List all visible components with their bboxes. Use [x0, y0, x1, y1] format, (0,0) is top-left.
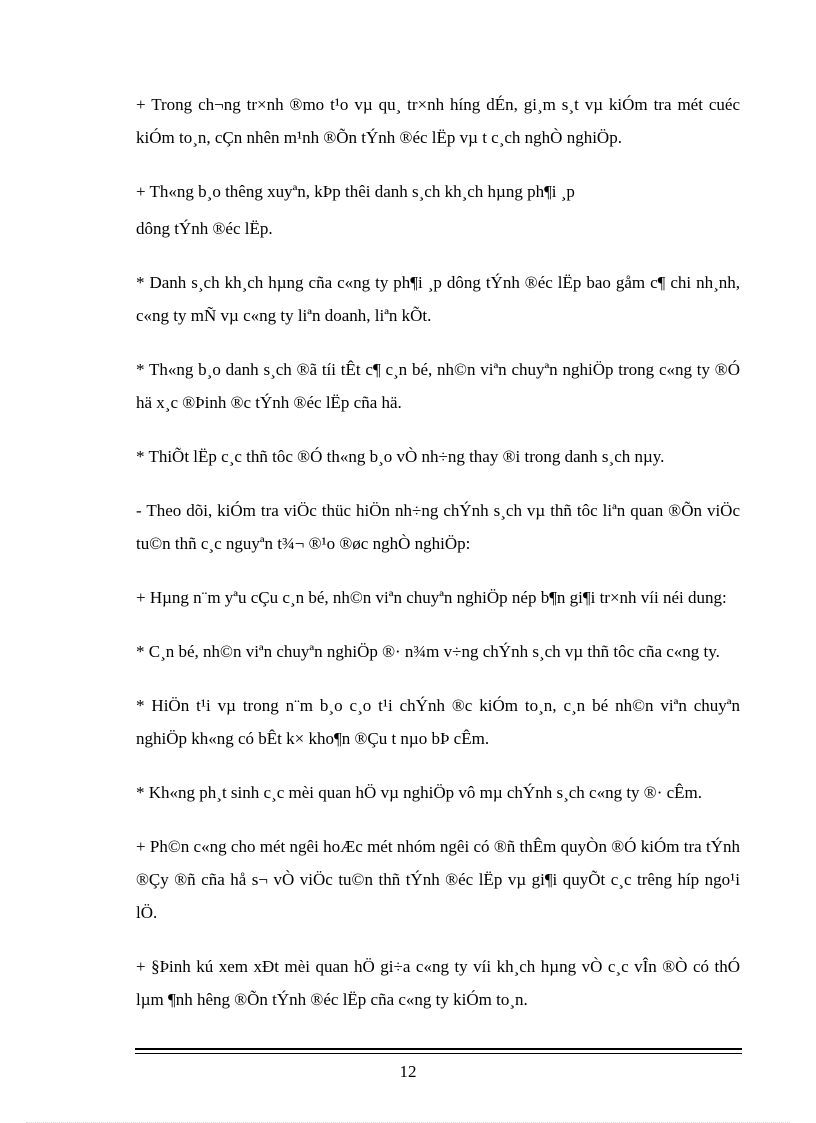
- paragraph: * ThiÕt lËp c¸c thñ tôc ®Ó th«ng b¸o vÒ nh÷ng thay ®i trong danh s¸ch nµy.: [136, 447, 665, 466]
- paragraph: + §Þinh kú xem xÐt mèi quan hÖ gi÷a c«ng ty víi kh¸ch hµng vÒ c¸c vÎn ®Ò có thÓ lµm ¶nh hêng ®Õn tÝnh ®éc lËp cña c«ng ty kiÓm to¸n.: [136, 957, 740, 1009]
- paragraph: * C¸n bé, nh©n viªn chuyªn nghiÖp ®· n¾m v÷ng chÝnh s¸ch vµ thñ tôc cña c«ng ty.: [136, 642, 720, 661]
- footer-rule-bottom: [135, 1053, 742, 1054]
- paragraph: * Danh s¸ch kh¸ch hµng cña c«ng ty ph¶i ¸p dông tÝnh ®éc lËp bao gåm c¶ chi nh¸nh, c«ng ty mÑ vµ c«ng ty liªn doanh, liªn kÕt.: [136, 273, 740, 325]
- paragraph: * Kh«ng ph¸t sinh c¸c mèi quan hÖ vµ nghiÖp vô mµ chÝnh s¸ch c«ng ty ®· cÊm.: [136, 783, 703, 802]
- page-body: [136, 88, 740, 1037]
- footer-rule-top: [135, 1048, 742, 1050]
- paragraph: * Th«ng b¸o danh s¸ch ®ã tíi tÊt c¶ c¸n bé, nh©n viªn chuyªn nghiÖp trong c«ng ty ®Ó hä x¸c ®Þinh ®c tÝnh ®éc lËp cña hä.: [136, 360, 740, 412]
- paragraph: + Ph©n c«ng cho mét ngêi hoÆc mét nhóm ngêi có ®ñ thÊm quyÒn ®Ó kiÓm tra tÝnh ®Çy ®ñ cña hå s¬ vÒ viÖc tu©n thñ tÝnh ®éc lËp vµ gi¶i quyÕt c¸c trêng híp ngo¹i lÖ.: [136, 837, 740, 922]
- paragraph: * HiÖn t¹i vµ trong n¨m b¸o c¸o t¹i chÝnh ®c kiÓm to¸n, c¸n bé nh©n viªn chuyªn nghiÖp kh«ng có bÊt k× kho¶n ®Çu t nµo bÞ cÊm.: [136, 696, 740, 748]
- paragraph: + Hµng n¨m yªu cÇu c¸n bé, nh©n viªn chuyªn nghiÖp nép b¶n gi¶i tr×nh víi néi dung:: [136, 588, 727, 607]
- paragraph: dông tÝnh ®éc lËp.: [136, 219, 273, 238]
- page-number: 12: [399, 1062, 417, 1081]
- paragraph: - Theo dõi, kiÓm tra viÖc thüc hiÖn nh÷ng chÝnh s¸ch vµ thñ tôc liªn quan ®Õn viÖc tu©n thñ c¸c nguyªn t¾¬ ®¹o ®øc nghÒ nghiÖp:: [136, 501, 740, 553]
- paragraph: + Th«ng b¸o thêng xuyªn, kÞp thêi danh s¸ch kh¸ch hµng ph¶i ¸p: [136, 182, 575, 201]
- paragraph: + Trong ch¬ng tr×nh ®mo t¹o vµ qu¸ tr×nh híng dÉn, gi¸m s¸t vµ kiÓm tra mét cuéc kiÓm to¸n, cÇn nhên m¹nh ®Õn tÝnh ®éc lËp vµ t c¸ch nghÒ nghiÖp.: [136, 95, 740, 147]
